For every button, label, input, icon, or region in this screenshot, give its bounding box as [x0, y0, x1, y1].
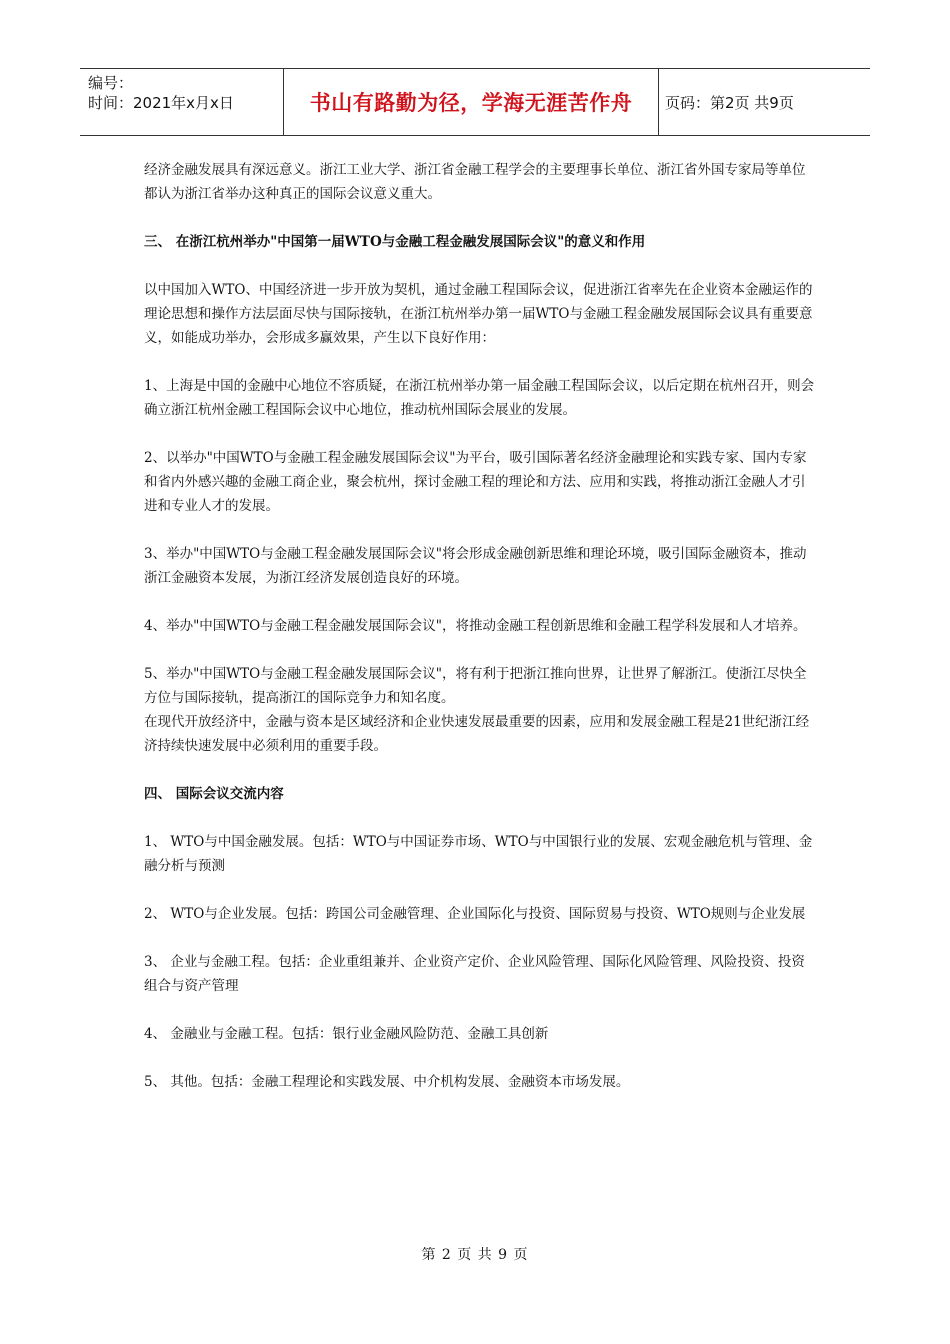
- intro-paragraph: 经济金融发展具有深远意义。浙江工业大学、浙江省金融工程学会的主要理事长单位、浙江省外国专家局等单位都认为浙江省举办这种真正的国际会议意义重大。: [144, 162, 806, 202]
- document-date: 时间：2021年x月x日: [88, 94, 234, 112]
- header-motto: 书山有路勤为径，学海无涯苦作舟: [283, 69, 659, 135]
- section-4-item-1: 1、 WTO与中国金融发展。包括：WTO与中国证券市场、WTO与中国银行业的发展、宏观金融危机与管理、金融分析与预测: [144, 834, 813, 874]
- section-3-item-1: 1、上海是中国的金融中心地位不容质疑，在浙江杭州举办第一届金融工程国际会议，以后定期在杭州召开，则会确立浙江杭州金融工程国际会议中心地位，推动杭州国际会展业的发展。: [144, 378, 815, 418]
- section-4-item-2: 2、 WTO与企业发展。包括：跨国公司金融管理、企业国际化与投资、国际贸易与投资、WTO规则与企业发展: [144, 906, 806, 922]
- section-4-item-3: 3、 企业与金融工程。包括：企业重组兼并、企业资产定价、企业风险管理、国际化风险管理、风险投资、投资组合与资产管理: [144, 954, 805, 994]
- section-4-item-5: 5、 其他。包括：金融工程理论和实践发展、中介机构发展、金融资本市场发展。: [144, 1074, 630, 1090]
- header-page-info: 页码：第2页 共9页: [665, 93, 794, 112]
- section-3-item-2: 2、以举办"中国WTO与金融工程金融发展国际会议"为平台，吸引国际著名经济金融理论和实践专家、国内专家和省内外感兴趣的金融工商企业，聚会杭州，探讨金融工程的理论和方法、应用和实践，将推动浙江金融人才引进和专业人才的发展。: [144, 450, 807, 514]
- document-body: [144, 158, 816, 1094]
- section-3-intro: 以中国加入WTO、中国经济进一步开放为契机，通过金融工程国际会议，促进浙江省率先在企业资本金融运作的理论思想和操作方法层面尽快与国际接轨，在浙江杭州举办第一届WTO与金融工程金融发展国际会议具有重要意义，如能成功举办，会形成多赢效果，产生以下良好作用：: [144, 282, 813, 346]
- header-left-cell: [80, 69, 283, 135]
- section-3-conclusion: 在现代开放经济中，金融与资本是区域经济和企业快速发展最重要的因素，应用和发展金融工程是21世纪浙江经济持续快速发展中必须利用的重要手段。: [144, 714, 810, 754]
- section-4-item-4: 4、 金融业与金融工程。包括：银行业金融风险防范、金融工具创新: [144, 1026, 549, 1042]
- section-3-heading: 三、 在浙江杭州举办"中国第一届WTO与金融工程金融发展国际会议"的意义和作用: [144, 234, 646, 250]
- section-4-heading: 四、 国际会议交流内容: [144, 786, 284, 802]
- section-3-item-5: 5、举办"中国WTO与金融工程金融发展国际会议"，将有利于把浙江推向世界，让世界了解浙江。使浙江尽快全方位与国际接轨，提高浙江的国际竞争力和知名度。: [144, 666, 807, 706]
- section-3-item-4: 4、举办"中国WTO与金融工程金融发展国际会议"，将推动金融工程创新思维和金融工程学科发展和人才培养。: [144, 618, 807, 634]
- section-3-item-3: 3、举办"中国WTO与金融工程金融发展国际会议"将会形成金融创新思维和理论环境，吸引国际金融资本，推动浙江金融资本发展，为浙江经济发展创造良好的环境。: [144, 546, 807, 586]
- document-number-label: 编号：: [88, 74, 134, 92]
- page-header: [80, 68, 870, 136]
- page-footer: 第 2 页 共 9 页: [421, 1247, 529, 1263]
